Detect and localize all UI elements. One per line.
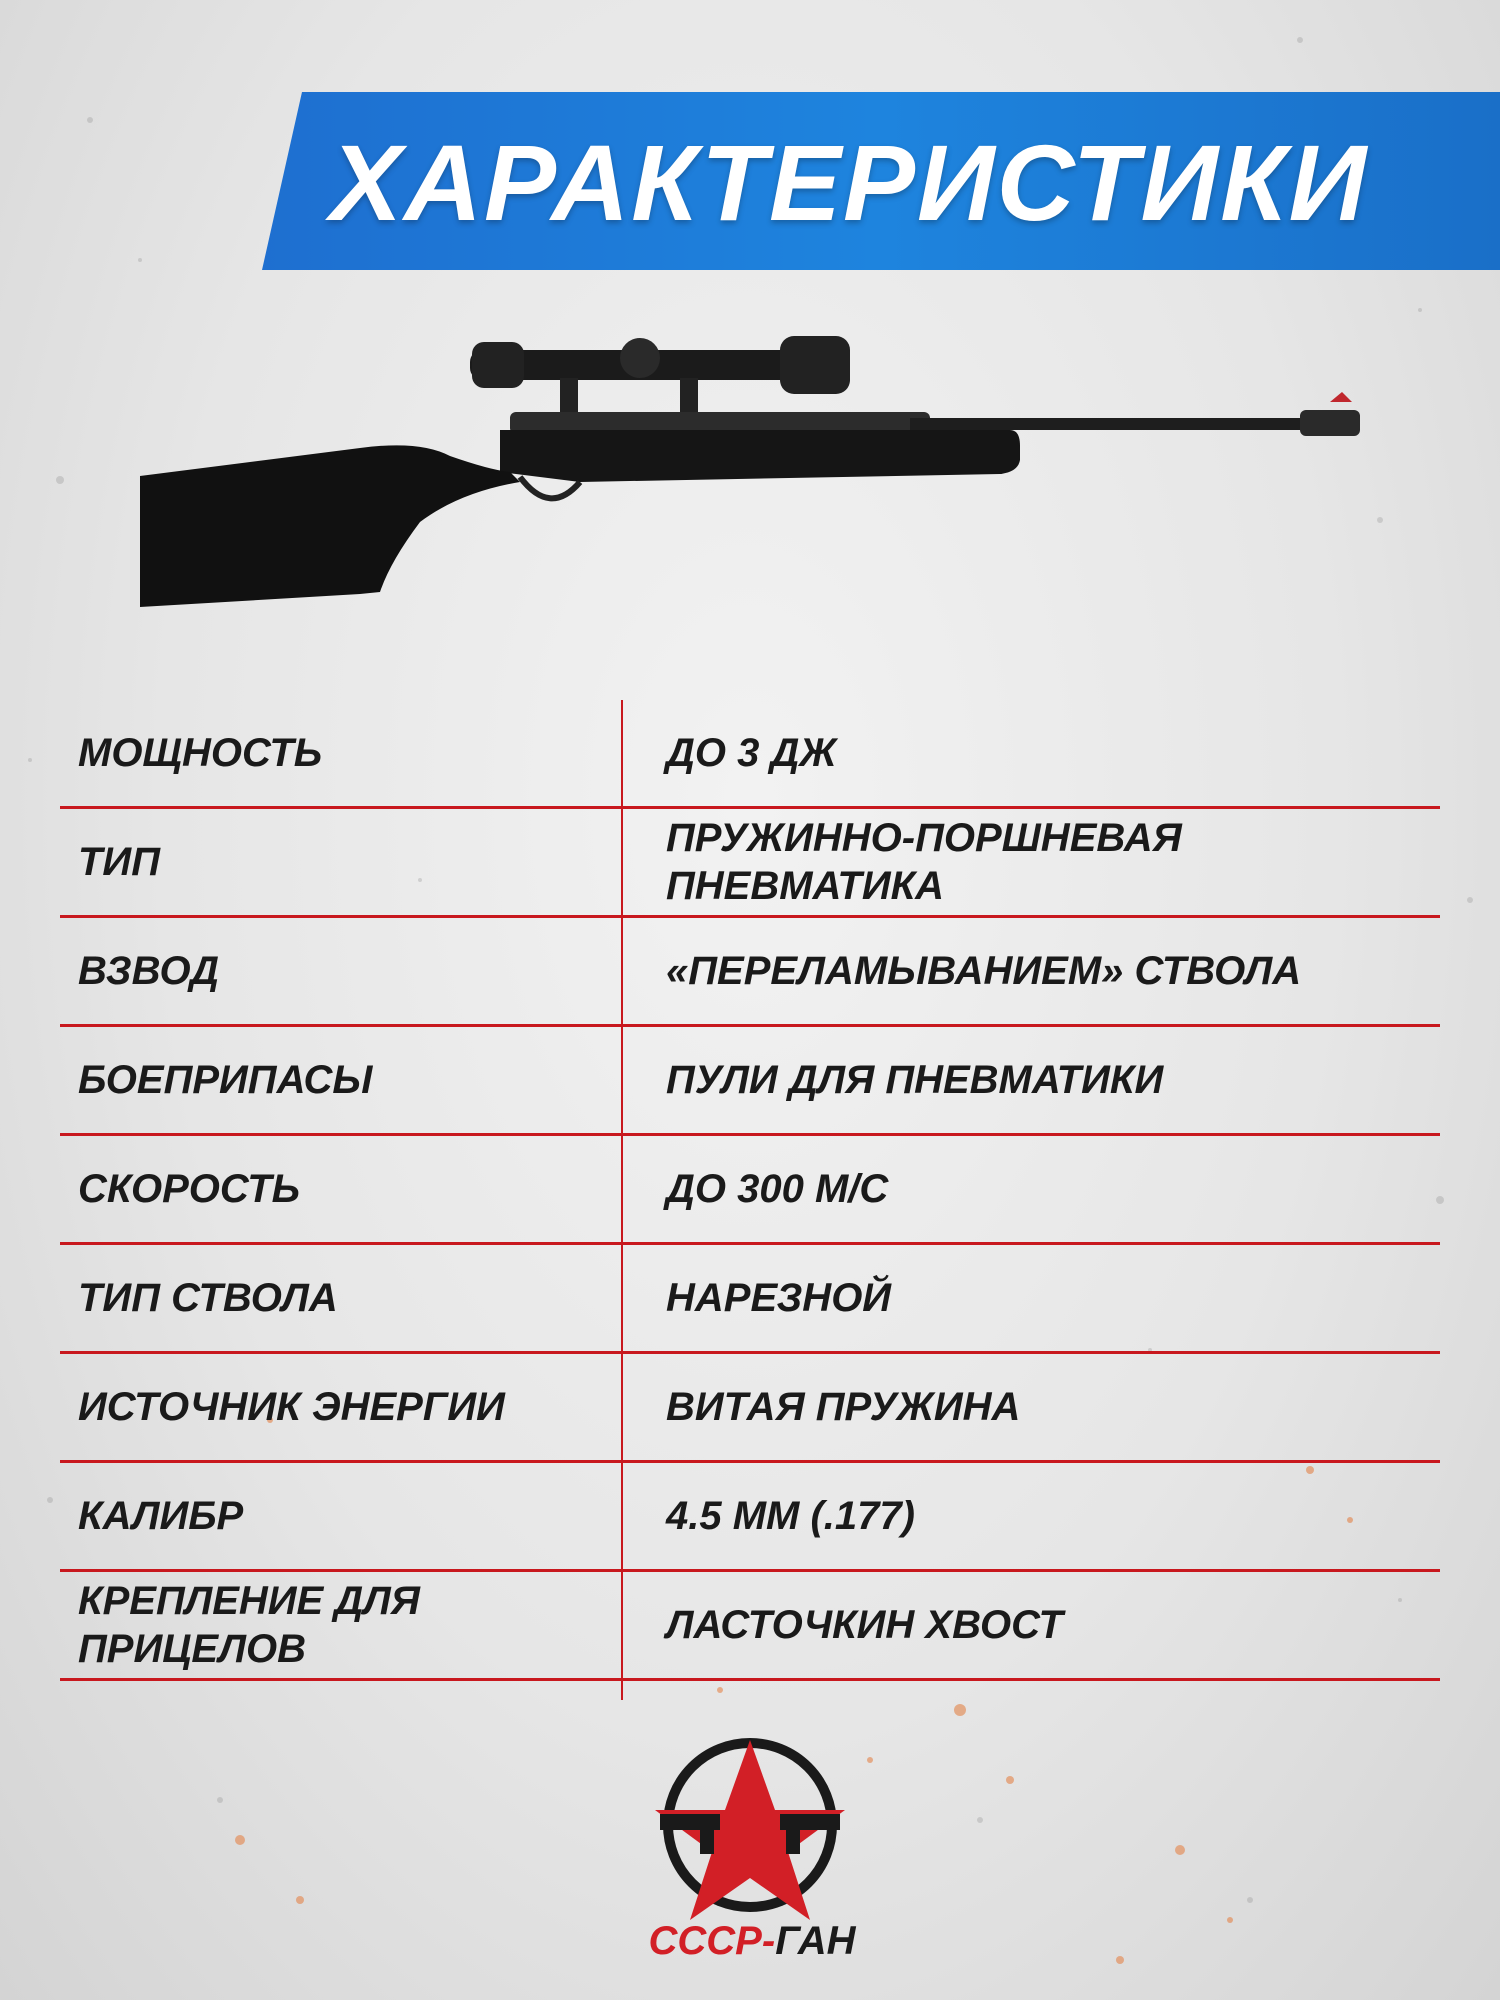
spec-table bbox=[60, 700, 1440, 1700]
column-divider bbox=[621, 700, 623, 1700]
table-row bbox=[60, 1027, 1440, 1136]
spec-label: КРЕПЛЕНИЕ ДЛЯ ПРИЦЕЛОВ bbox=[78, 1579, 420, 1671]
spec-value: ЛАСТОЧКИН ХВОСТ bbox=[666, 1603, 1063, 1647]
row-divider bbox=[60, 1678, 1440, 1681]
spec-value: ПУЛИ ДЛЯ ПНЕВМАТИКИ bbox=[666, 1058, 1164, 1102]
spec-label: БОЕПРИПАСЫ bbox=[78, 1058, 373, 1102]
spec-label: ТИП СТВОЛА bbox=[78, 1276, 338, 1320]
spec-value: ДО 3 ДЖ bbox=[666, 731, 837, 775]
table-row bbox=[60, 1572, 1440, 1681]
logo-text-red: СССР- bbox=[648, 1919, 776, 1963]
spec-value: НАРЕЗНОЙ bbox=[666, 1276, 892, 1320]
table-row bbox=[60, 700, 1440, 809]
table-row bbox=[60, 1463, 1440, 1572]
spec-value: ВИТАЯ ПРУЖИНА bbox=[666, 1385, 1021, 1429]
page-title: ХАРАКТЕРИСТИКИ bbox=[330, 122, 1369, 243]
table-row bbox=[60, 1354, 1440, 1463]
spec-label: ВЗВОД bbox=[78, 949, 219, 993]
logo-text-black: ГАН bbox=[775, 1919, 856, 1963]
spec-value: 4.5 ММ (.177) bbox=[666, 1494, 915, 1538]
table-row bbox=[60, 809, 1440, 918]
table-row bbox=[60, 1245, 1440, 1354]
spec-label: СКОРОСТЬ bbox=[78, 1167, 300, 1211]
air-rifle-with-scope-icon bbox=[120, 322, 1420, 612]
spec-value: ПРУЖИННО-ПОРШНЕВАЯ ПНЕВМАТИКА bbox=[666, 816, 1182, 908]
spec-label: КАЛИБР bbox=[78, 1494, 244, 1538]
spec-value: «ПЕРЕЛАМЫВАНИЕМ» СТВОЛА bbox=[666, 949, 1302, 993]
table-row bbox=[60, 918, 1440, 1027]
spec-label: МОЩНОСТЬ bbox=[78, 731, 323, 775]
brand-logo-text bbox=[632, 1916, 872, 1966]
spec-value: ДО 300 М/С bbox=[666, 1167, 889, 1211]
spec-label: ИСТОЧНИК ЭНЕРГИИ bbox=[78, 1385, 505, 1429]
spec-label: ТИП bbox=[78, 840, 160, 884]
table-row bbox=[60, 1136, 1440, 1245]
